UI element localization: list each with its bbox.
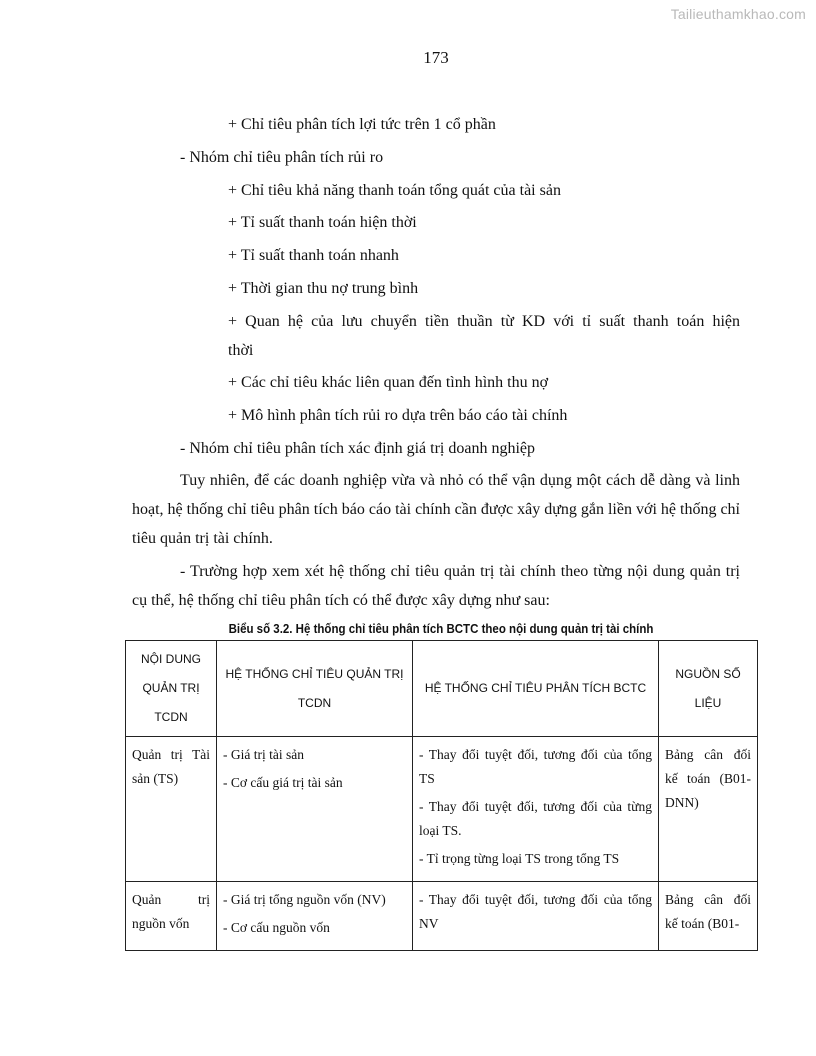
text-line: - Nhóm chỉ tiêu phân tích rủi ro (180, 149, 384, 166)
header-text: TCDN (297, 695, 332, 710)
cell-content: Quản trị Tài sản (TS) (126, 737, 217, 882)
cell-analysis (413, 882, 659, 951)
cell-item: - Giá trị tài sản (223, 747, 304, 762)
indicator-table (125, 640, 758, 951)
text-line: + Các chỉ tiêu khác liên quan đến tình hình thu nợ (228, 374, 549, 391)
cell-mgmt (217, 737, 413, 882)
text-line: + Mô hình phân tích rủi ro dựa trên báo cáo tài chính (228, 407, 568, 424)
cell-item: - Cơ cấu giá trị tài sản (223, 775, 343, 790)
paragraph: Tuy nhiên, để các doanh nghiệp vừa và nhỏ có thể vận dụng một cách dễ dàng và linh hoạt, hệ thống chỉ tiêu phân tích báo cáo tài chính cần được xây dựng gắn liền với hệ thống chỉ tiêu quản trị tài chính. (132, 472, 740, 547)
header-text: HỆ THỐNG CHỈ TIÊU PHÂN TÍCH BCTC (424, 681, 647, 695)
cell-item: - Thay đổi tuyệt đối, tương đối của từng loại TS. (419, 799, 652, 838)
header-text: TCDN (154, 710, 188, 724)
text-line: + Tỉ suất thanh toán hiện thời (228, 214, 417, 231)
cell-item: - Giá trị tổng nguồn vốn (NV) (223, 892, 386, 907)
cell-item: - Cơ cấu nguồn vốn (223, 920, 330, 935)
cell-source: Bảng cân đối kế toán (B01- (659, 882, 758, 951)
cell-content: Quản trị nguồn vốn (126, 882, 217, 951)
cell-item: - Thay đổi tuyệt đối, tương đối của tổng NV (419, 892, 652, 931)
header-text: NGUỒN SỐ (675, 666, 741, 681)
table-header-row (126, 641, 758, 737)
table-row (126, 737, 758, 882)
page-number: 173 (423, 48, 449, 67)
cell-analysis (413, 737, 659, 882)
text-line: + Thời gian thu nợ trung bình (228, 280, 419, 297)
table-row (126, 882, 758, 951)
text-line: + Chỉ tiêu khả năng thanh toán tổng quát của tài sản (228, 182, 561, 199)
header-mgmt (217, 641, 413, 737)
table-caption: Biểu số 3.2. Hệ thống chỉ tiêu phân tích BCTC theo nội dung quản trị tài chính (228, 622, 654, 636)
text-line: + Chỉ tiêu phân tích lợi tức trên 1 cổ phần (228, 116, 496, 133)
header-text: QUẢN TRỊ (142, 681, 200, 695)
cell-item: - Tỉ trọng từng loại TS trong tổng TS (419, 851, 620, 866)
cell-source: Bảng cân đối kế toán (B01-DNN) (659, 737, 758, 882)
watermark: Tailieuthamkhao.com (670, 6, 806, 22)
header-text: HỆ THỐNG CHỈ TIÊU QUẢN TRỊ (225, 666, 404, 681)
cell-item: - Thay đổi tuyệt đối, tương đối của tổng TS (419, 747, 652, 786)
cell-mgmt (217, 882, 413, 951)
text-line: - Nhóm chỉ tiêu phân tích xác định giá trị doanh nghiệp (180, 440, 536, 457)
header-source (659, 641, 758, 737)
text-line: + Quan hệ của lưu chuyển tiền thuần từ KD với tỉ suất thanh toán hiện (228, 313, 740, 330)
header-analysis (413, 641, 659, 737)
header-content (126, 641, 217, 737)
header-text: NỘI DUNG (141, 652, 201, 666)
header-text: LIỆU (694, 695, 722, 710)
text-line: + Tỉ suất thanh toán nhanh (228, 247, 399, 264)
text-line: thời (228, 342, 254, 359)
paragraph: - Trường hợp xem xét hệ thống chỉ tiêu quản trị tài chính theo từng nội dung quản trị cụ thể, hệ thống chỉ tiêu phân tích có thể được xây dựng như sau: (132, 563, 740, 609)
